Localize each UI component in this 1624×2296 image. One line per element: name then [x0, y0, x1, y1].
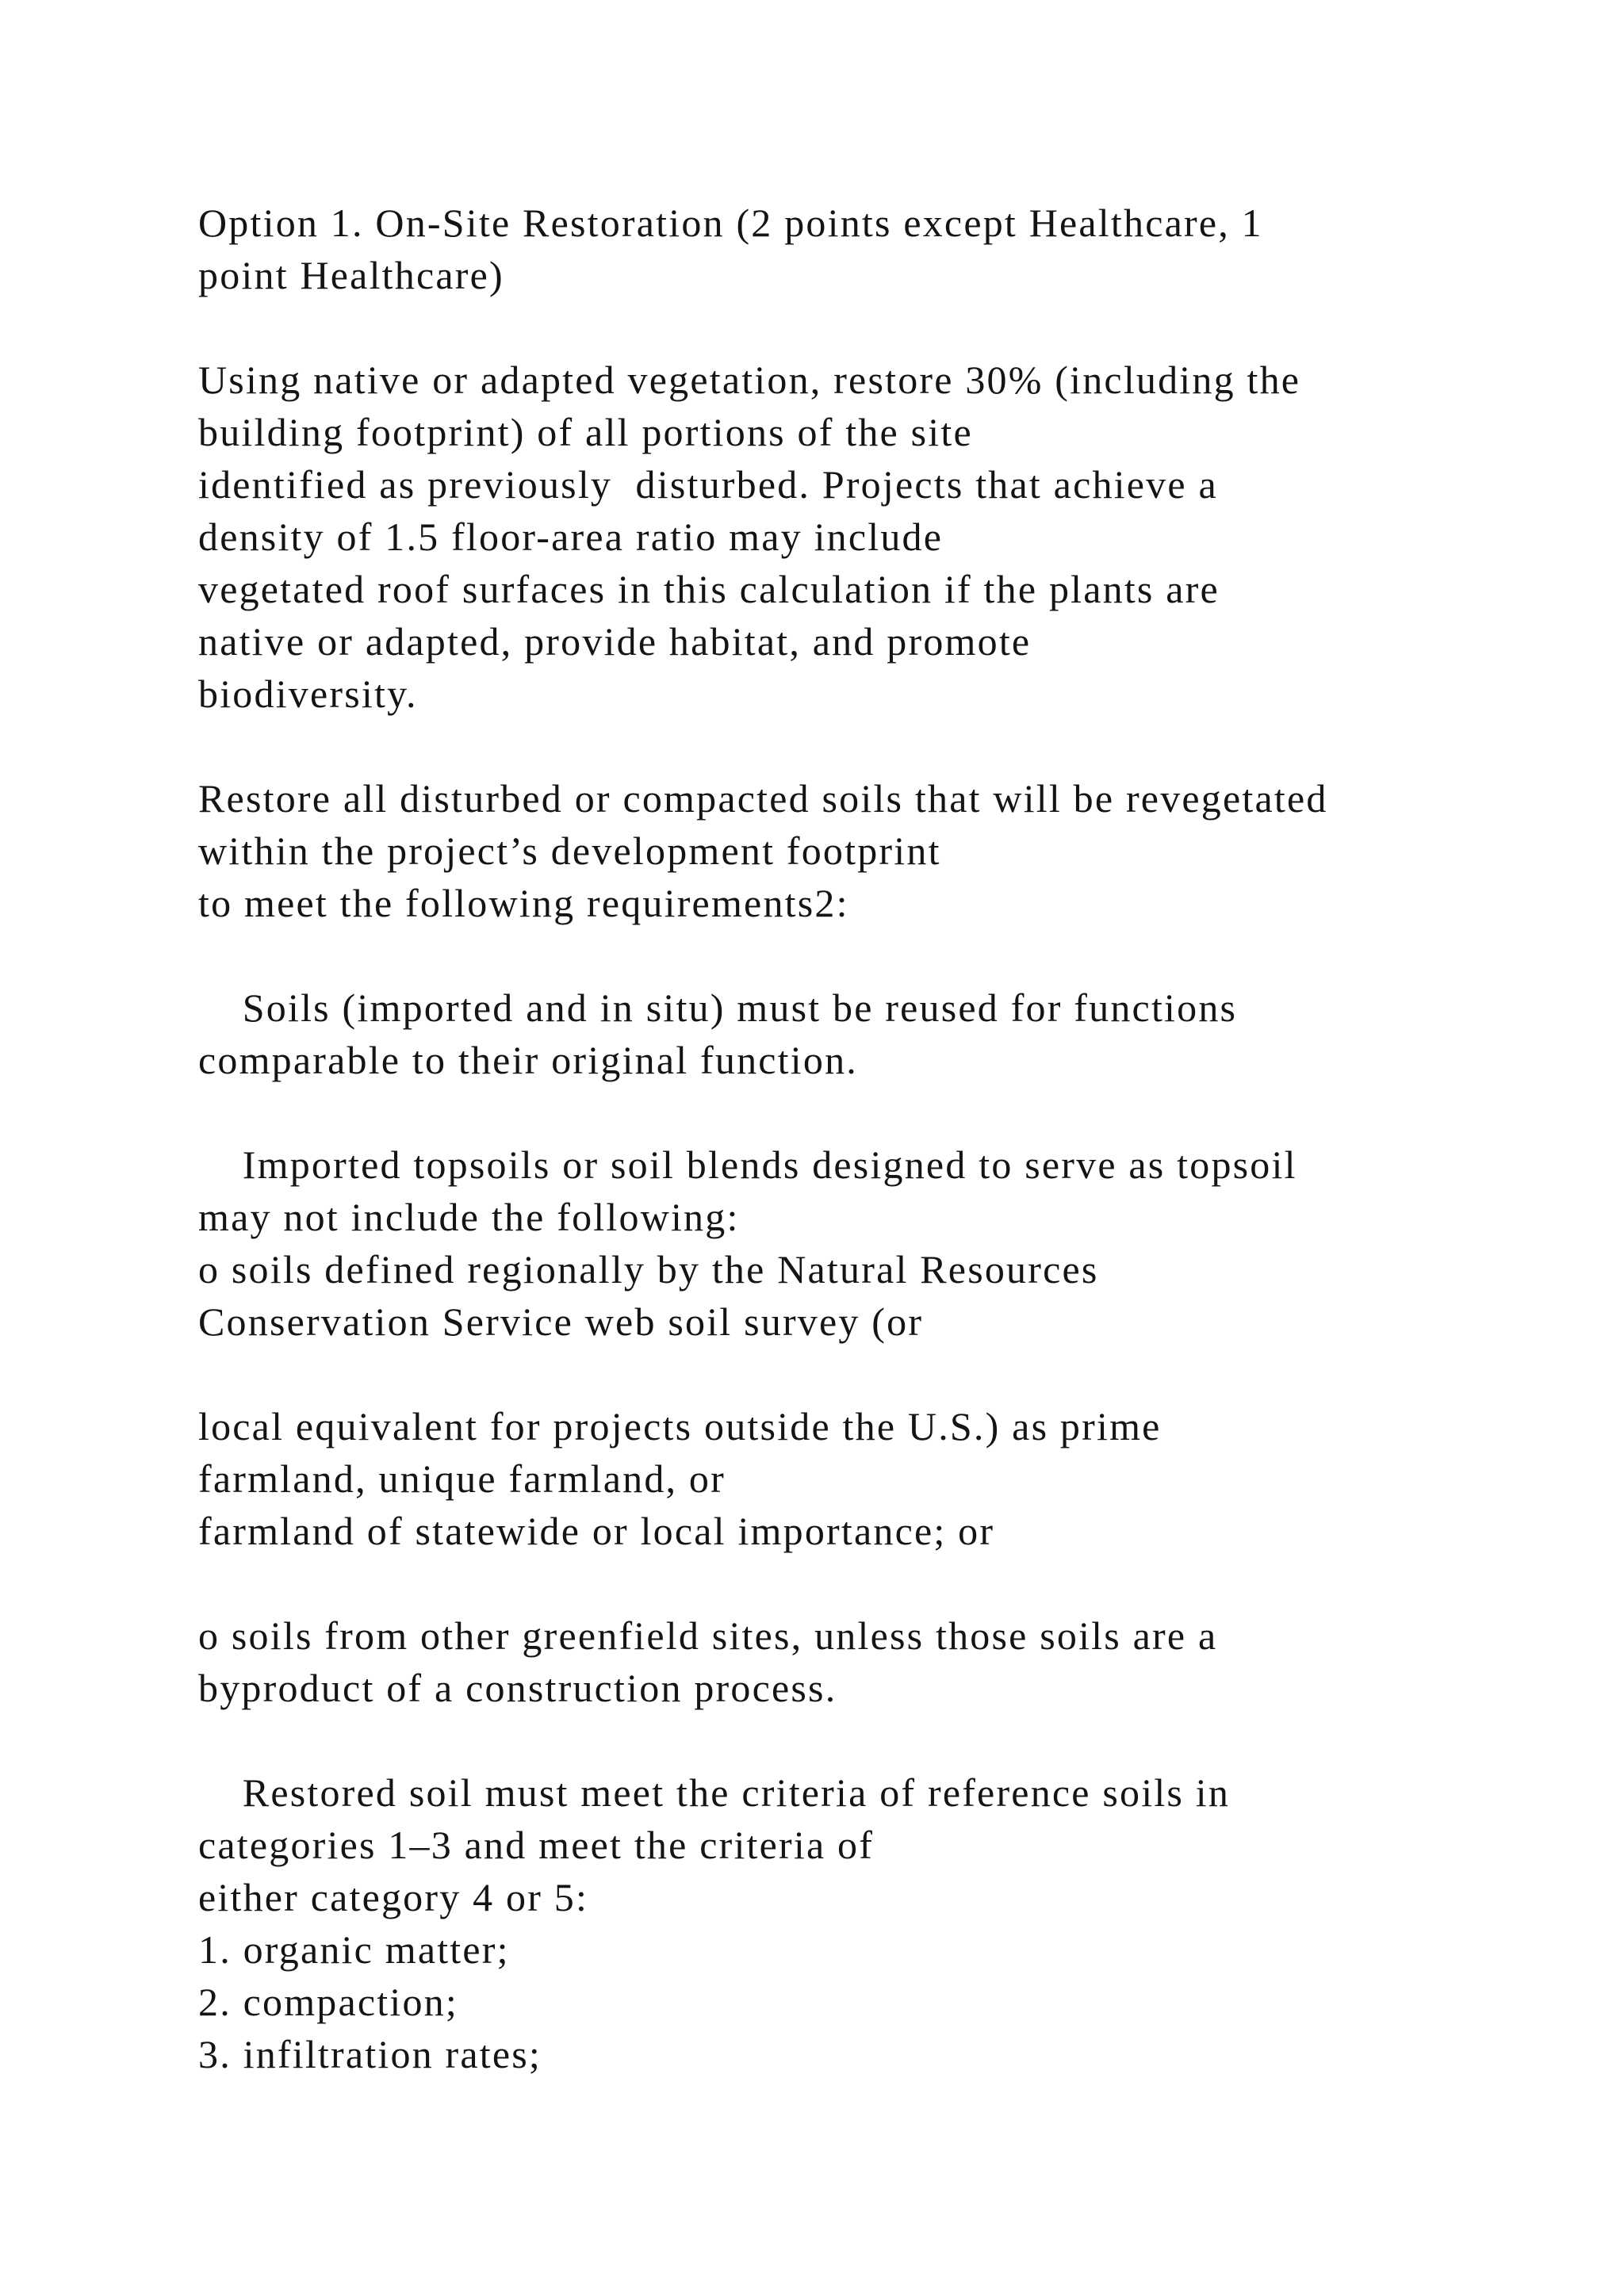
blank-line: [198, 929, 1546, 982]
numbered-item-line: 2. compaction;: [198, 1980, 458, 2024]
bullet-line: Restored soil must meet the criteria of reference soils in: [198, 1770, 1209, 1815]
text-line: to meet the following requirements2:: [198, 881, 849, 925]
bullet-line: Soils (imported and in situ) must be reused for functions: [198, 985, 1216, 1030]
text-line: may not include the following:: [198, 1195, 740, 1239]
text-line: point Healthcare): [198, 253, 504, 297]
blank-line: [198, 1086, 1546, 1138]
text-line: local equivalent for projects outside the U.S.) as prime: [198, 1404, 1162, 1448]
text-line: native or adapted, provide habitat, and promote: [198, 619, 1032, 664]
sub-item-line: o soils defined regionally by the Natural Resources: [198, 1247, 1099, 1292]
text-line: farmland, unique farmland, or: [198, 1456, 726, 1501]
text-line: categories 1–3 and meet the criteria of: [198, 1823, 875, 1867]
blank-line: [198, 720, 1546, 772]
text-line: farmland of statewide or local importance; or: [198, 1509, 995, 1553]
text-line: density of 1.5 floor-area ratio may include: [198, 515, 944, 559]
blank-line: [198, 1557, 1546, 1609]
text-line: either category 4 or 5:: [198, 1875, 589, 1919]
text-line: identified as previously disturbed. Projects that achieve a: [198, 462, 1218, 507]
text-line: vegetated roof surfaces in this calculation if the plants are: [198, 567, 1220, 611]
text-line: Conservation Service web soil survey (or: [198, 1299, 924, 1344]
blank-line: [198, 301, 1546, 354]
text-line: byproduct of a construction process.: [198, 1666, 837, 1710]
numbered-item-line: 1. organic matter;: [198, 1927, 510, 1972]
text-line: biodiversity.: [198, 672, 418, 716]
numbered-item-line: 3. infiltration rates;: [198, 2032, 542, 2076]
text-line: comparable to their original function.: [198, 1038, 858, 1082]
text-line: within the project’s development footprint: [198, 828, 941, 873]
text-line: Option 1. On-Site Restoration (2 points except Healthcare, 1: [198, 201, 1263, 245]
bullet-line: Imported topsoils or soil blends designed to serve as topsoil: [198, 1142, 1277, 1187]
text-line: building footprint) of all portions of the site: [198, 410, 973, 454]
blank-line: [198, 1348, 1546, 1400]
text-line: Restore all disturbed or compacted soils that will be revegetated: [198, 776, 1328, 821]
sub-item-line: o soils from other greenfield sites, unless those soils are a: [198, 1613, 1218, 1658]
blank-line: [198, 1714, 1546, 1766]
document-body: [198, 197, 1546, 2080]
text-line: Using native or adapted vegetation, restore 30% (including the: [198, 358, 1301, 402]
